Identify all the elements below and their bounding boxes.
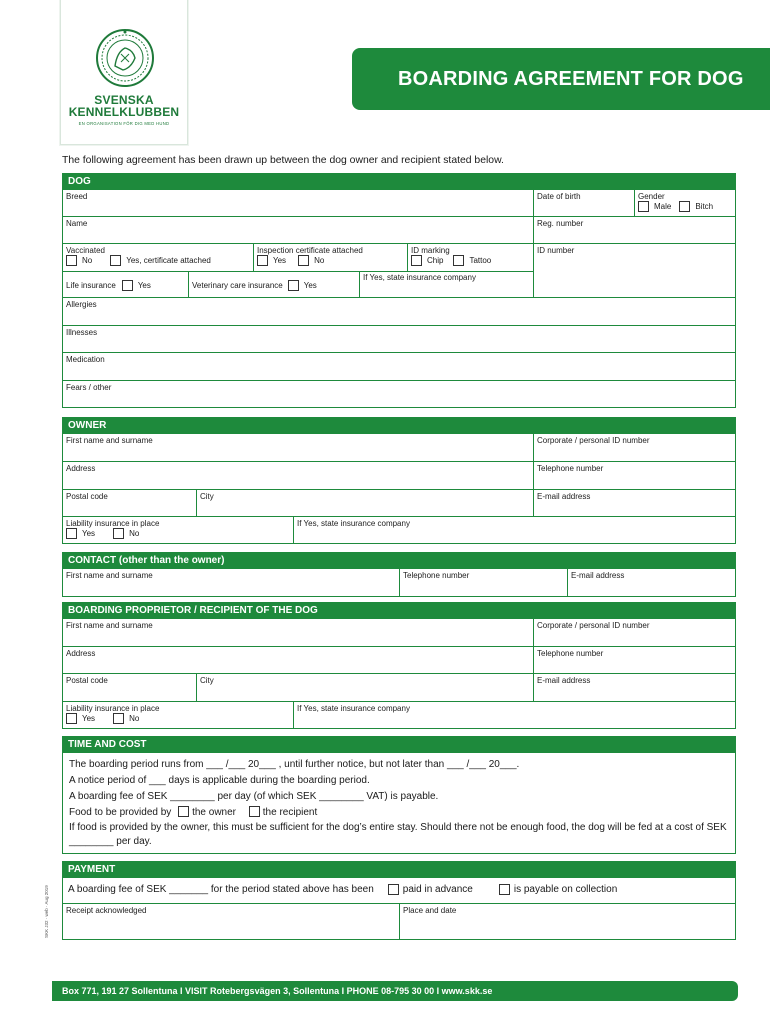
proprietor-row-liability: [63, 701, 735, 728]
contact-email-field[interactable]: [567, 569, 735, 596]
dog-section: [62, 173, 736, 408]
dog-insurance-company-field[interactable]: [359, 271, 533, 297]
proprietor-name-field[interactable]: [63, 619, 533, 646]
owner-liability-no-checkbox[interactable]: [113, 528, 124, 539]
owner-phone-label: Telephone number: [537, 464, 604, 473]
contact-name-field[interactable]: [63, 569, 399, 596]
dog-insurance-company-label: If Yes, state insurance company: [363, 273, 476, 282]
bitch-label: Bitch: [695, 202, 714, 211]
owner-row-address: [63, 461, 735, 489]
proprietor-row-address: [63, 646, 735, 673]
dog-name-field[interactable]: [63, 217, 533, 243]
vet-insurance-yes-checkbox[interactable]: [288, 280, 299, 291]
proprietor-insurance-company-field[interactable]: [293, 702, 735, 728]
id-number-field[interactable]: [533, 244, 735, 297]
food-note[interactable]: If food is provided by the owner, this must be sufficient for the dog’s entire stay. Should there not be enough food, the dog will be fed at a cost of SEK ________ per day.: [69, 822, 727, 847]
owner-row-liability: [63, 516, 735, 543]
proprietor-postal-label: Postal code: [66, 676, 108, 685]
reg-number-field[interactable]: [533, 217, 735, 243]
gender-field: [634, 190, 735, 216]
proprietor-email-label: E-mail address: [537, 676, 591, 685]
food-owner-checkbox[interactable]: [178, 806, 189, 817]
inspection-yes-checkbox[interactable]: [257, 255, 268, 266]
contact-phone-label: Telephone number: [403, 571, 470, 580]
owner-name-field[interactable]: [63, 434, 533, 461]
life-insurance-field: [63, 272, 188, 297]
breed-field[interactable]: [63, 190, 533, 216]
owner-city-field[interactable]: [196, 490, 533, 516]
title-band: [352, 48, 770, 110]
proprietor-insurance-company-label: If Yes, state insurance company: [297, 704, 410, 713]
vaccinated-label: Vaccinated: [66, 246, 105, 255]
kennel-club-seal-icon: [95, 28, 155, 88]
inspection-label: Inspection certificate attached: [257, 246, 363, 255]
proprietor-phone-label: Telephone number: [537, 649, 604, 658]
inspection-no-label: No: [314, 256, 325, 265]
vaccinated-yes-checkbox[interactable]: [110, 255, 121, 266]
dog-row-breed: [63, 190, 735, 216]
dog-row-vaccinated: [63, 243, 735, 271]
proprietor-liability-no-label: No: [129, 714, 140, 723]
form-code: SKK J32 · web · Aug 2019: [44, 885, 49, 938]
intro-text: The following agreement has been drawn up between the dog owner and recipient stated below.: [62, 155, 504, 166]
logo-line2: KENNELKLUBBEN: [68, 105, 180, 119]
medication-label: Medication: [66, 355, 105, 364]
payable-on-collection-checkbox[interactable]: [499, 884, 510, 895]
page-title: BOARDING AGREEMENT FOR DOG: [398, 68, 744, 90]
owner-liability-yes-label: Yes: [82, 529, 96, 538]
logo-tab: [60, 0, 188, 145]
inspection-field: [253, 244, 407, 271]
male-label: Male: [654, 202, 672, 211]
payment-section: [62, 861, 736, 940]
male-checkbox[interactable]: [638, 201, 649, 212]
illnesses-field[interactable]: [63, 325, 735, 352]
paid-in-advance-checkbox[interactable]: [388, 884, 399, 895]
contact-heading: CONTACT (other than the owner): [63, 553, 735, 569]
inspection-no-checkbox[interactable]: [298, 255, 309, 266]
chip-checkbox[interactable]: [411, 255, 422, 266]
chip-label: Chip: [427, 256, 444, 265]
proprietor-postal-field[interactable]: [63, 674, 196, 701]
dog-row-name: [63, 216, 735, 243]
owner-insurance-company-field[interactable]: [293, 517, 735, 543]
owner-corp-id-label: Corporate / personal ID number: [537, 436, 650, 445]
food-owner-label: the owner: [192, 807, 236, 818]
allergies-label: Allergies: [66, 300, 97, 309]
owner-address-label: Address: [66, 464, 96, 473]
proprietor-city-field[interactable]: [196, 674, 533, 701]
fears-field[interactable]: [63, 380, 735, 407]
owner-name-label: First name and surname: [66, 436, 153, 445]
contact-row: [63, 569, 735, 596]
time-cost-section: [62, 736, 736, 854]
vet-insurance-yes-label: Yes: [303, 281, 317, 290]
proprietor-liability-no-checkbox[interactable]: [113, 713, 124, 724]
proprietor-city-label: City: [200, 676, 214, 685]
payment-fee-cell: [63, 878, 735, 903]
vaccinated-field: [63, 244, 253, 271]
proprietor-phone-field[interactable]: [533, 647, 735, 673]
owner-section: [62, 417, 736, 544]
payment-receipt-row: [63, 903, 735, 939]
id-marking-label: ID marking: [411, 246, 450, 255]
breed-label: Breed: [66, 192, 88, 201]
receipt-label: Receipt acknowledged: [66, 906, 147, 915]
payment-heading: PAYMENT: [63, 862, 735, 878]
place-date-field[interactable]: [399, 904, 735, 939]
owner-heading: OWNER: [63, 418, 735, 434]
id-number-label: ID number: [537, 246, 575, 255]
id-marking-field: [407, 244, 533, 271]
owner-postal-label: Postal code: [66, 492, 108, 501]
tattoo-checkbox[interactable]: [453, 255, 464, 266]
payment-fee-line[interactable]: A boarding fee of SEK _______ for the period stated above has been: [68, 884, 374, 895]
logo-line1: SVENSKA: [94, 93, 154, 107]
vaccinated-yes-label: Yes, certificate attached: [126, 256, 211, 265]
vaccinated-no-checkbox[interactable]: [66, 255, 77, 266]
owner-liability-field: [63, 517, 293, 543]
inspection-yes-label: Yes: [273, 256, 287, 265]
receipt-field[interactable]: [63, 904, 399, 939]
owner-postal-field[interactable]: [63, 490, 196, 516]
food-provided-label: Food to be provided by: [69, 807, 172, 818]
dob-label: Date of birth: [537, 192, 581, 201]
logo-tagline: EN ORGANISATION FÖR DIG MED HUND: [78, 121, 170, 126]
gender-label: Gender: [638, 192, 665, 201]
proprietor-row-postal: [63, 673, 735, 701]
footer-bar: Box 771, 191 27 Sollentuna I VISIT Rotebergsvägen 3, Sollentuna I PHONE 08-795 30 00 I www.skk.se: [52, 981, 738, 1001]
owner-insurance-company-label: If Yes, state insurance company: [297, 519, 410, 528]
owner-city-label: City: [200, 492, 214, 501]
food-recipient-label: the recipient: [262, 807, 318, 818]
vaccinated-no-label: No: [82, 256, 93, 265]
bitch-checkbox[interactable]: [679, 201, 690, 212]
owner-liability-no-label: No: [129, 529, 140, 538]
place-date-label: Place and date: [403, 906, 457, 915]
illnesses-label: Illnesses: [66, 328, 98, 337]
proprietor-email-field[interactable]: [533, 674, 735, 701]
owner-liability-yes-checkbox[interactable]: [66, 528, 77, 539]
proprietor-liability-label: Liability insurance in place: [66, 704, 160, 713]
life-insurance-yes-checkbox[interactable]: [122, 280, 133, 291]
dog-name-label: Name: [66, 219, 88, 228]
payment-fee-row: [63, 878, 735, 903]
owner-phone-field[interactable]: [533, 462, 735, 489]
boarding-fee-line[interactable]: A boarding fee of SEK ________ per day (of which SEK ________ VAT) is payable.: [69, 791, 439, 802]
proprietor-address-field[interactable]: [63, 647, 533, 673]
proprietor-liability-yes-checkbox[interactable]: [66, 713, 77, 724]
owner-email-field[interactable]: [533, 490, 735, 516]
contact-section: [62, 552, 736, 597]
proprietor-liability-yes-label: Yes: [82, 714, 96, 723]
contact-email-label: E-mail address: [571, 571, 625, 580]
contact-phone-field[interactable]: [399, 569, 567, 596]
life-insurance-label: Life insurance: [66, 281, 116, 290]
dob-field[interactable]: [533, 190, 634, 216]
fears-label: Fears / other: [66, 383, 112, 392]
tattoo-label: Tattoo: [469, 256, 492, 265]
owner-row-name: [63, 434, 735, 461]
boarding-period-line[interactable]: The boarding period runs from ___ /___ 20___ , until further notice, but not later than ___ /___ 20___.: [69, 759, 520, 770]
proprietor-liability-field: [63, 702, 293, 728]
time-cost-body: [63, 753, 735, 849]
proprietor-row-name: [63, 619, 735, 646]
proprietor-corp-id-label: Corporate / personal ID number: [537, 621, 650, 630]
owner-liability-label: Liability insurance in place: [66, 519, 160, 528]
vet-insurance-label: Veterinary care insurance: [192, 281, 283, 290]
owner-corp-id-field[interactable]: [533, 434, 735, 461]
proprietor-section: [62, 602, 736, 729]
proprietor-name-label: First name and surname: [66, 621, 153, 630]
contact-name-label: First name and surname: [66, 571, 153, 580]
owner-row-postal: [63, 489, 735, 516]
reg-number-label: Reg. number: [537, 219, 584, 228]
proprietor-corp-id-field[interactable]: [533, 619, 735, 646]
owner-email-label: E-mail address: [537, 492, 591, 501]
life-insurance-yes-label: Yes: [137, 281, 151, 290]
vet-insurance-field: [188, 272, 359, 297]
owner-address-field[interactable]: [63, 462, 533, 489]
payable-on-collection-label: is payable on collection: [513, 884, 618, 895]
food-provided-line: [69, 805, 729, 821]
dog-heading: DOG: [63, 174, 735, 190]
allergies-field[interactable]: [63, 297, 735, 325]
notice-period-line[interactable]: A notice period of ___ days is applicable during the boarding period.: [69, 775, 370, 786]
paid-in-advance-label: paid in advance: [402, 884, 473, 895]
medication-field[interactable]: [63, 352, 735, 380]
time-cost-heading: TIME AND COST: [63, 737, 735, 753]
proprietor-heading: BOARDING PROPRIETOR / RECIPIENT OF THE DOG: [63, 603, 735, 619]
proprietor-address-label: Address: [66, 649, 96, 658]
food-recipient-checkbox[interactable]: [249, 806, 260, 817]
